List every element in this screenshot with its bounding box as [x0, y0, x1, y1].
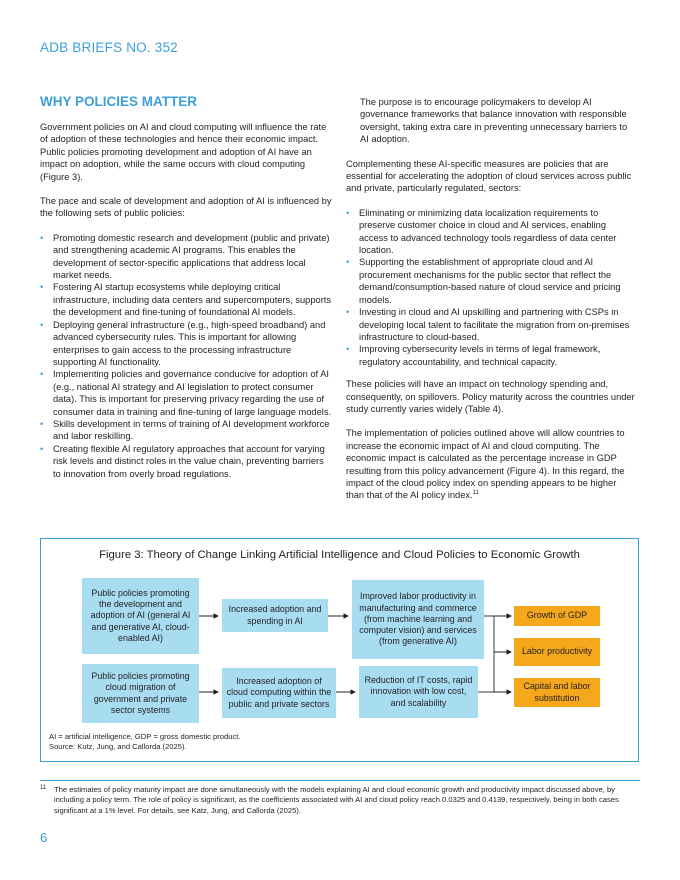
labor-productivity-box: Labor productivity [514, 638, 600, 666]
abbreviation-note: AI = artificial intelligence, GDP = gross domestic product. [49, 732, 241, 741]
list-item: • Implementing policies and governance conducive for adoption of AI (e.g., national AI strategy and AI legislation to protect consumer data). This is important for preserving privacy regarding the use of consumer data in training and fine-tuning of large language models. [40, 368, 332, 418]
figure-3 [40, 538, 639, 762]
spending-paragraph: These policies will have an impact on technology spending and, consequently, on spillovers. Policy maturity across the countries under study currently varies widely (Table 4). [346, 379, 635, 414]
cloud-adoption-box: Increased adoption of cloud computing within the public and private sectors [222, 668, 336, 718]
ai-policy-list [40, 232, 332, 480]
continued-paragraph: The purpose is to encourage policymakers to develop AI governance frameworks that balance innovation with responsible oversight, taking extra care in preventing unnecessary barriers to AI adoption. [360, 97, 628, 145]
figure-title: Figure 3: Theory of Change Linking Artificial Intelligence and Cloud Policies to Economic Growth [99, 549, 580, 561]
right-column [346, 96, 636, 514]
source-note: Source: Kutz, Jung, and Callorda (2025). [49, 742, 187, 751]
list-item: • Eliminating or minimizing data localization requirements to preserve customer choice in cloud and AI services, enabling access to advanced technology tools regardless of data center location. [346, 207, 636, 257]
capital-labor-substitution-box: Capital and labor substitution [514, 678, 600, 707]
list-item: • Improving cybersecurity levels in terms of legal framework, regulatory accountability, and technical capacity. [346, 343, 636, 368]
list-item: • Skills development in terms of training of AI development workforce and labor reskilling. [40, 418, 332, 443]
footnote [40, 785, 640, 816]
list-item: • Promoting domestic research and development (public and private) and strengthening academic AI programs. This enables the development of sector-specific applications that address local market needs. [40, 232, 332, 282]
ai-adoption-box: Increased adoption and spending in AI [222, 599, 328, 632]
policy-sets-paragraph: The pace and scale of development and adoption of AI is influenced by the following sets of public policies: [40, 196, 332, 219]
page-number: 6 [40, 830, 48, 845]
intro-paragraph: Government policies on AI and cloud computing will influence the rate of adoption of these technologies and hence their economic impact. Public policies promoting development and adoption of AI have an impact on adoption, while the same occurs with cloud computing (Figure 3). [40, 122, 327, 182]
list-item: • Creating flexible AI regulatory approaches that account for varying risk levels and distinct roles in the value chain, preventing barriers to innovation from overly broad regulations. [40, 443, 332, 480]
figure-notes [49, 732, 240, 752]
cloud-policy-list [346, 207, 636, 368]
list-item: • Supporting the establishment of appropriate cloud and AI procurement mechanisms for the public sector that reflect the demand/consumption-based nature of cloud service and pricing models. [346, 256, 636, 306]
footnote-divider [40, 780, 640, 781]
report-series-header: ADB BRIEFS NO. 352 [40, 40, 178, 55]
footnote-text: The estimates of policy maturity impact are done simultaneously with the models explaining AI and cloud economic growth and productivity impact discussed above, by including a policy term. The role of policy is significant, as the coefficients associated with AI and cloud policy reach 0.0325 and 0.4139, respectively, being in both cases significant at a 1% level. For details, see Katz, Jung, and Callorda (2025). [54, 785, 619, 815]
ai-policy-box: Public policies promoting the development and adoption of AI (general AI and generative AI, cloud-enabled AI) [82, 578, 199, 654]
footnote-mark: 11 [40, 785, 47, 791]
impact-paragraph-text: The implementation of policies outlined above will allow countries to increase the economic impact of AI and cloud computing. The economic impact is calculated as the percentage increase in GDP resulting from this policy advancement (Figure 4). In this regard, the impact of the cloud policy index on spending appears to be higher than that of the AI policy index. [346, 428, 625, 501]
labor-productivity-improvement-box: Improved labor productivity in manufacturing and commerce (from machine learning and computer vision) and services (from generative AI) [352, 580, 484, 659]
left-column [40, 94, 332, 490]
list-item: • Fostering AI startup ecosystems while deploying critical infrastructure, including data centers and supercomputers, supports the development and fine-tuning of foundational AI models. [40, 281, 332, 318]
cloud-policy-box: Public policies promoting cloud migration of government and private sector systems [82, 664, 199, 723]
it-cost-reduction-box: Reduction of IT costs, rapid innovation with low cost, and scalability [359, 666, 478, 718]
impact-paragraph [346, 427, 636, 501]
section-heading: WHY POLICIES MATTER [40, 94, 198, 109]
list-item: • Deploying general infrastructure (e.g., high-speed broadband) and advanced cybersecurity rules. This is important for allowing enterprises to gain access to the processing infrastructure supporting AI functionality. [40, 319, 332, 369]
cloud-measures-paragraph: Complementing these AI-specific measures are policies that are essential for accelerating the adoption of cloud services across public and private, particularly regulated, sectors: [346, 158, 632, 194]
gdp-growth-box: Growth of GDP [514, 606, 600, 626]
list-item: • Investing in cloud and AI upskilling and partnering with CSPs in developing local talent to facilitate the migration from on-premises infrastructure to cloud-based. [346, 306, 636, 343]
footnote-reference[interactable]: 11 [472, 490, 479, 497]
